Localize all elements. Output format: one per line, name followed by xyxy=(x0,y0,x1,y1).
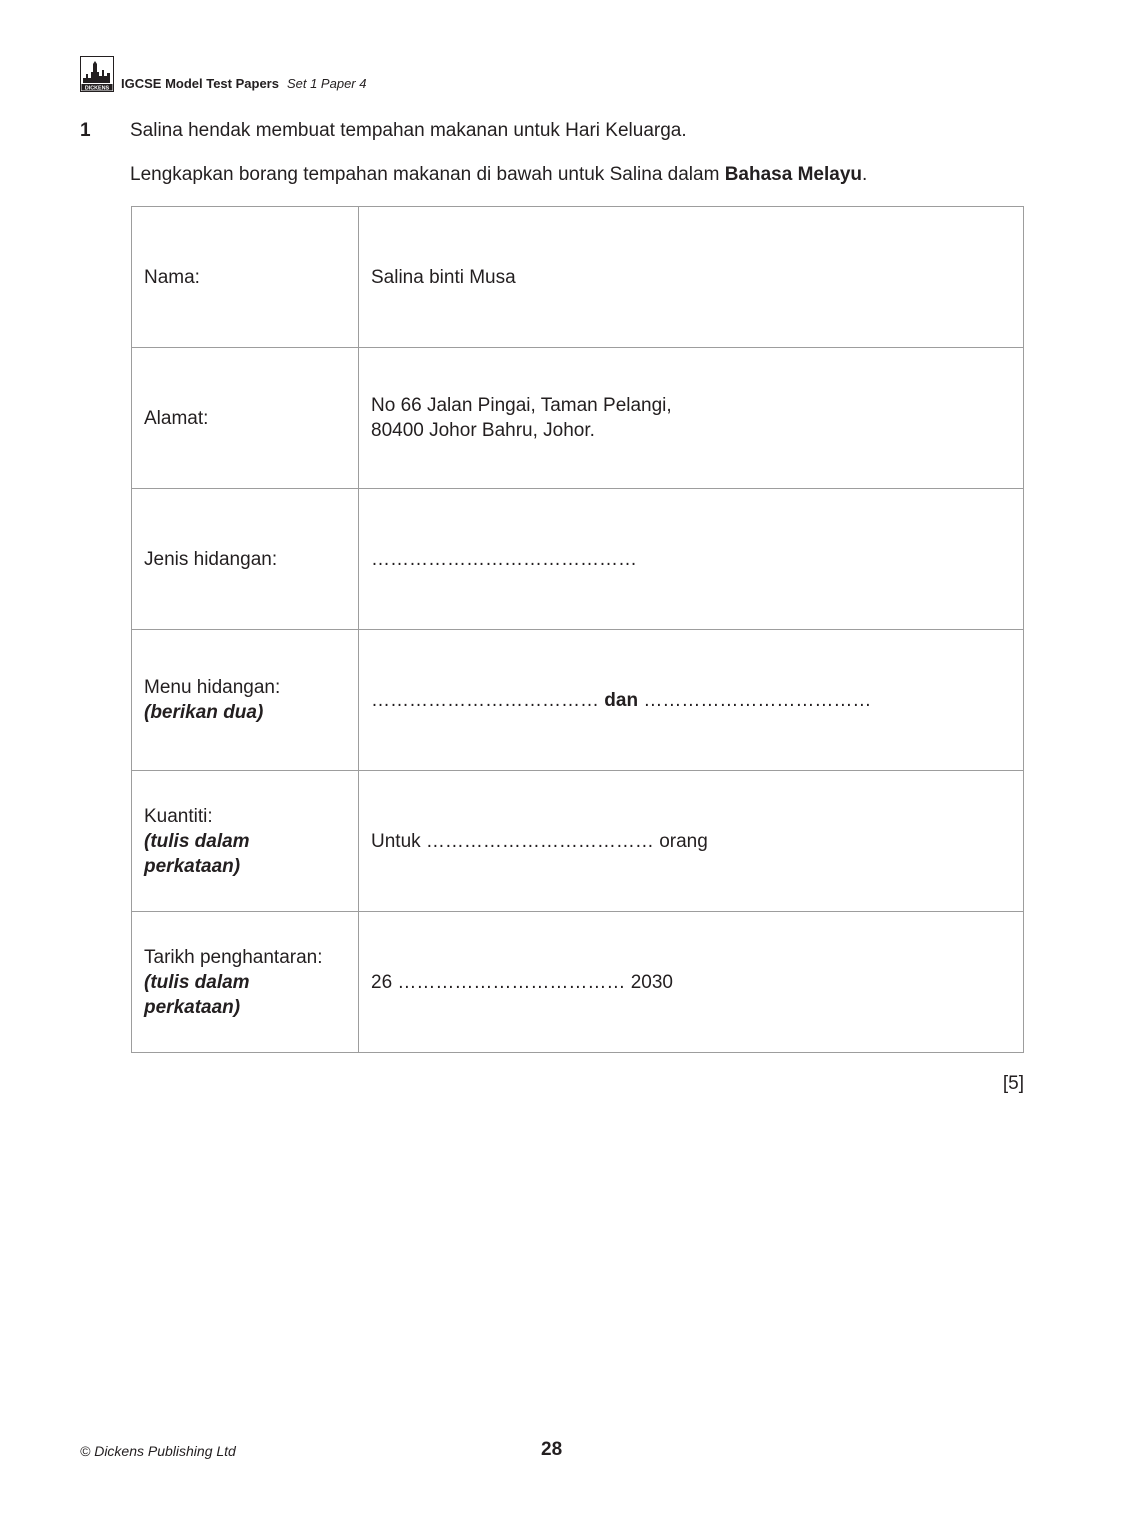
paper-subtitle: Set 1 Paper 4 xyxy=(286,76,367,91)
kuantiti-prefix: Untuk xyxy=(371,830,421,852)
alamat-line-1: No 66 Jalan Pingai, Taman Pelangi, xyxy=(371,395,672,416)
instruction-text: Lengkapkan borang tempahan makanan di bawah untuk Salina dalam xyxy=(130,164,725,185)
tarikh-blank: ……………………………… xyxy=(397,971,626,993)
form-row-kuantiti xyxy=(132,771,1024,912)
form-row-alamat xyxy=(132,348,1024,489)
menu-blank-1: ……………………………… xyxy=(371,689,599,711)
question-instruction xyxy=(130,164,867,186)
kuantiti-label-cell xyxy=(132,771,359,912)
jenis-label: Jenis hidangan: xyxy=(132,489,359,630)
menu-answer-field[interactable] xyxy=(359,630,1024,771)
form-row-jenis xyxy=(132,489,1024,630)
kuantiti-answer-field[interactable] xyxy=(359,771,1024,912)
menu-joiner: dan xyxy=(604,689,639,711)
menu-label: Menu hidangan: xyxy=(144,677,281,698)
question-text: Salina hendak membuat tempahan makanan untuk Hari Keluarga. xyxy=(130,120,687,141)
dickens-logo xyxy=(80,56,114,92)
kuantiti-hint-2: perkataan) xyxy=(144,855,241,877)
tarikh-label: Tarikh penghantaran: xyxy=(144,946,323,968)
kuantiti-hint-1: (tulis dalam xyxy=(144,830,250,852)
menu-label-cell xyxy=(132,630,359,771)
kuantiti-suffix: orang xyxy=(659,830,708,852)
alamat-line-2: 80400 Johor Bahru, Johor. xyxy=(371,420,595,441)
series-title: IGCSE Model Test Papers xyxy=(121,76,279,91)
marks-allocation: [5] xyxy=(1002,1073,1024,1094)
kuantiti-label: Kuantiti: xyxy=(144,805,213,827)
tarikh-label-cell xyxy=(132,912,359,1053)
alamat-label: Alamat: xyxy=(132,348,359,489)
logo-text: DICKENS xyxy=(84,85,110,92)
menu-hint: (berikan dua) xyxy=(144,702,264,723)
page-header xyxy=(80,56,366,92)
tarikh-answer-field[interactable] xyxy=(359,912,1024,1053)
question-number: 1 xyxy=(80,120,91,141)
kuantiti-blank: ……………………………… xyxy=(425,830,654,852)
order-form-table xyxy=(131,206,1024,1053)
form-row-tarikh xyxy=(132,912,1024,1053)
nama-label: Nama: xyxy=(132,207,359,348)
jenis-blank: …………………………………… xyxy=(371,548,637,570)
page-number: 28 xyxy=(541,1439,563,1460)
tarikh-prefix: 26 xyxy=(371,971,393,993)
tarikh-hint-1: (tulis dalam xyxy=(144,971,250,993)
form-row-nama xyxy=(132,207,1024,348)
tarikh-suffix: 2030 xyxy=(630,971,673,993)
copyright-notice: © Dickens Publishing Ltd xyxy=(80,1443,236,1459)
form-row-menu xyxy=(132,630,1024,771)
instruction-language: Bahasa Melayu xyxy=(724,164,862,185)
jenis-answer-field[interactable] xyxy=(359,489,1024,630)
instruction-end: . xyxy=(862,164,868,185)
alamat-value xyxy=(359,348,1024,489)
tarikh-hint-2: perkataan) xyxy=(144,996,241,1018)
nama-value: Salina binti Musa xyxy=(359,207,1024,348)
menu-blank-2: ……………………………… xyxy=(643,689,872,711)
